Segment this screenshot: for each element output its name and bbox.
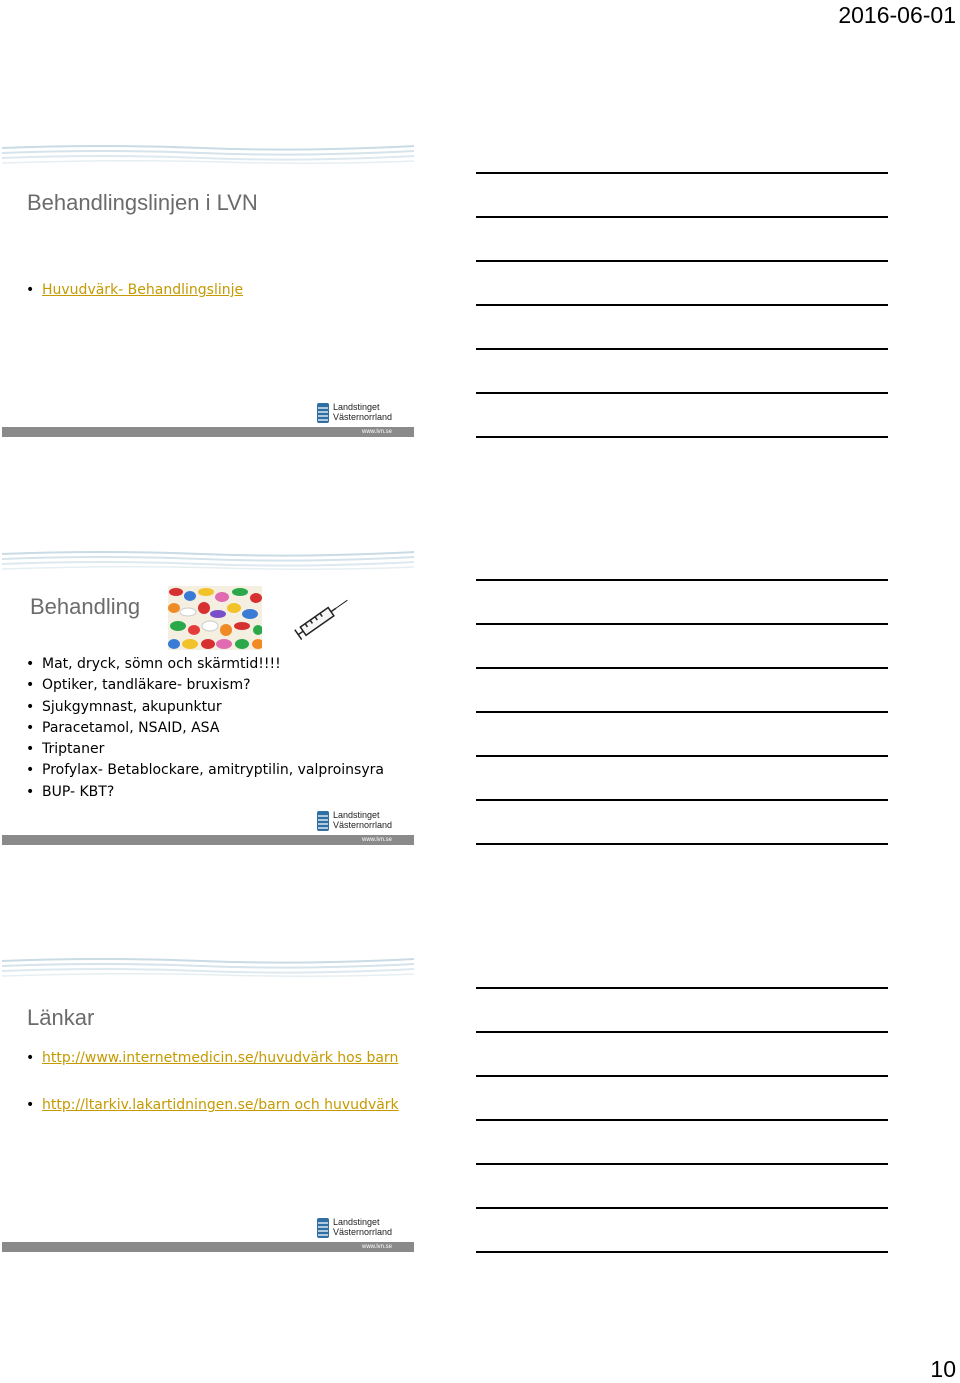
syringe-drawing [287, 590, 357, 646]
logo-line1: Landstinget [333, 1217, 380, 1227]
slide-2 [2, 548, 414, 848]
slide-title: Behandlingslinjen i LVN [27, 190, 258, 215]
note-line [476, 1075, 888, 1077]
note-line [476, 1207, 888, 1209]
logo-line1: Landstinget [333, 810, 380, 820]
list-item[interactable] [26, 1095, 399, 1116]
logo-line2: Västernorrland [333, 819, 393, 830]
note-line [476, 799, 888, 801]
pills-photo [168, 586, 262, 650]
footer-bar [2, 835, 414, 845]
logo-line1: Landstinget [333, 402, 380, 412]
footer-url: www.lvn.se [361, 837, 392, 843]
link-internetmedicin[interactable]: http://www.internetmedicin.se/huvudvärk hos barn [42, 1050, 399, 1066]
slide-1 [2, 142, 414, 440]
list-item: • Profylax- Betablockare, amitryptilin, valproinsyra [26, 760, 384, 781]
note-line [476, 392, 888, 394]
note-line [476, 1031, 888, 1033]
note-line [476, 436, 888, 438]
list-item: • Triptaner [26, 739, 384, 760]
note-line [476, 260, 888, 262]
page-number: 10 [930, 1356, 956, 1382]
note-line [476, 579, 888, 581]
note-line [476, 843, 888, 845]
list-item[interactable] [26, 1048, 399, 1069]
organization-logo [317, 403, 407, 423]
list-item: • BUP- KBT? [26, 782, 384, 803]
note-line [476, 348, 888, 350]
header-date: 2016-06-01 [838, 2, 956, 28]
note-line [476, 623, 888, 625]
footer-bar [2, 427, 414, 437]
note-line [476, 172, 888, 174]
logo-line2: Västernorrland [333, 411, 393, 422]
footer-url: www.lvn.se [361, 1244, 392, 1250]
logo-mark-icon [317, 811, 329, 831]
note-line [476, 987, 888, 989]
note-line [476, 216, 888, 218]
note-line [476, 1119, 888, 1121]
link-behandlingslinje[interactable]: Huvudvärk- Behandlingslinje [42, 282, 244, 298]
note-line [476, 304, 888, 306]
link-lakartidningen[interactable]: http://ltarkiv.lakartidningen.se/barn och huvudvärk [42, 1097, 399, 1114]
list-item: • Mat, dryck, sömn och skärmtid!!!! [26, 654, 384, 675]
note-line [476, 711, 888, 713]
note-line [476, 755, 888, 757]
logo-mark-icon [317, 1218, 329, 1238]
list-item: • Optiker, tandläkare- bruxism? [26, 675, 384, 696]
slide-3 [2, 955, 414, 1255]
footer-bar [2, 1242, 414, 1252]
wave-decoration [2, 955, 414, 985]
logo-line2: Västernorrland [333, 1226, 393, 1237]
slide-title: Länkar [27, 1005, 95, 1030]
slide-title: Behandling [30, 594, 141, 619]
organization-logo [317, 1218, 407, 1238]
note-line [476, 667, 888, 669]
list-item: • Sjukgymnast, akupunktur [26, 697, 384, 718]
bullet-list [26, 654, 384, 803]
wave-decoration [2, 548, 414, 578]
note-line [476, 1251, 888, 1253]
bullet-list [26, 1048, 399, 1117]
wave-decoration [2, 142, 414, 172]
list-item[interactable] [26, 280, 243, 301]
bullet-list [26, 280, 243, 301]
organization-logo [317, 811, 407, 831]
footer-url: www.lvn.se [361, 429, 392, 435]
list-item: • Paracetamol, NSAID, ASA [26, 718, 384, 739]
logo-mark-icon [317, 403, 329, 423]
note-line [476, 1163, 888, 1165]
